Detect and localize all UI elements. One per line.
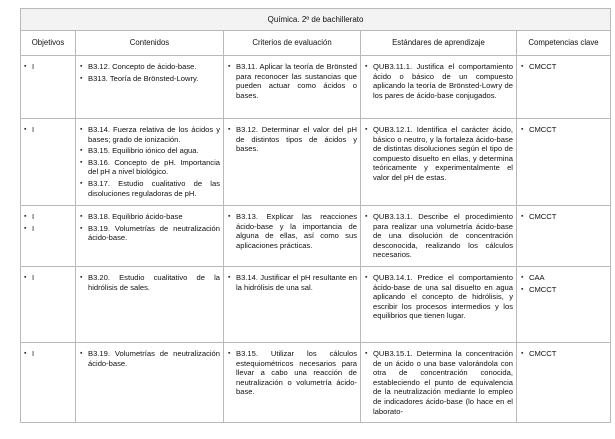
- item-text: B3.19. Volumetrías de neutralización ácido-base.: [88, 223, 220, 243]
- bullet-icon: ▪: [521, 349, 524, 357]
- item-text: B3.17. Estudio cualitativo de las disoluciones reguladoras de pH.: [88, 178, 220, 198]
- bullet-icon: ▪: [24, 224, 27, 232]
- list-item: [365, 125, 513, 183]
- list-item: [521, 212, 607, 222]
- list-item: [80, 146, 220, 156]
- table-row: [21, 342, 611, 422]
- item-text: CAA: [529, 272, 545, 282]
- bullet-icon: ▪: [80, 158, 83, 166]
- item-text: CMCCT: [529, 284, 557, 294]
- header-row: [21, 31, 611, 56]
- cell-contenidos: [76, 266, 224, 342]
- cell-competencias: [517, 342, 611, 422]
- item-text: B3.11. Aplicar la teoría de Brönsted para reconocer las sustancias que pueden actuar como ácidos o bases.: [236, 62, 357, 100]
- item-text: B3.18. Equilibrio ácido-base: [88, 212, 183, 221]
- bullet-icon: ▪: [521, 285, 524, 293]
- cell-contenidos: [76, 119, 224, 206]
- item-text: B3.13. Explicar las reacciones ácido-base y la importancia de alguna de ellas, así como sus aplicaciones prácticas.: [236, 212, 357, 250]
- bullet-icon: ▪: [228, 273, 231, 281]
- cell-estandares: [361, 119, 517, 206]
- cell-contenidos: [76, 342, 224, 422]
- list-item: [80, 349, 220, 368]
- bullet-icon: ▪: [80, 74, 83, 82]
- bullet-icon: ▪: [80, 213, 83, 220]
- list-item: [228, 62, 357, 100]
- bullet-icon: ▪: [365, 126, 368, 133]
- bullet-icon: ▪: [24, 273, 27, 281]
- header-estandares: Estándares de aprendizaje: [361, 31, 517, 56]
- header-objetivos: Objetivos: [21, 31, 76, 56]
- item-text: QUB3.14.1. Predice el comportamiento ácido-base de una sal disuelto en agua aplicando el concepto de hidrólisis, y escribir los procesos intermedios y los equilibrios que tienen lugar.: [373, 272, 513, 321]
- item-text: CMCCT: [529, 348, 557, 358]
- list-item: [24, 224, 72, 234]
- bullet-icon: ▪: [521, 213, 524, 220]
- cell-estandares: [361, 56, 517, 119]
- cell-objetivos: [21, 56, 76, 119]
- item-text: B313. Teoría de Brönsted-Lowry.: [88, 73, 199, 83]
- bullet-icon: ▪: [365, 273, 368, 281]
- item-text: I: [32, 62, 35, 71]
- cell-estandares: [361, 206, 517, 267]
- list-item: [228, 212, 357, 250]
- item-text: B3.19. Volumetrías de neutralización ácido-base.: [88, 348, 220, 368]
- cell-criterios: [224, 266, 361, 342]
- list-item: [365, 273, 513, 321]
- list-item: [365, 212, 513, 260]
- bullet-icon: ▪: [24, 349, 27, 357]
- header-criterios: Criterios de evaluación: [224, 31, 361, 56]
- item-text: B3.15. Utilizar los cálculos estequiométricos necesarios para llevar a cabo una reacción de neutralización o volumetría ácido-base.: [236, 348, 357, 397]
- list-item: [80, 224, 220, 243]
- bullet-icon: ▪: [521, 126, 524, 133]
- bullet-icon: ▪: [228, 63, 231, 70]
- cell-competencias: [517, 119, 611, 206]
- item-text: B3.16. Concepto de pH. Importancia del pH a nivel biológico.: [88, 157, 220, 177]
- list-item: [24, 62, 72, 72]
- bullet-icon: ▪: [228, 126, 231, 133]
- bullet-icon: ▪: [365, 213, 368, 220]
- curriculum-table: [20, 8, 611, 423]
- item-text: QUB3.13.1. Describe el procedimiento para realizar una volumetría ácido-base de una disolución de concentración desconocida, realizando los cálculos necesarios.: [373, 212, 513, 260]
- item-text: B3.12. Concepto de ácido-base.: [88, 62, 197, 71]
- bullet-icon: ▪: [80, 126, 83, 133]
- list-item: [365, 62, 513, 100]
- item-text: I: [32, 272, 35, 282]
- table-title: Química. 2º de bachillerato: [21, 9, 611, 31]
- title-row: [21, 9, 611, 31]
- table-row: [21, 266, 611, 342]
- bullet-icon: ▪: [228, 213, 231, 220]
- cell-contenidos: [76, 56, 224, 119]
- item-text: I: [32, 348, 35, 358]
- list-item: [80, 212, 220, 222]
- list-item: [521, 125, 607, 135]
- cell-estandares: [361, 266, 517, 342]
- cell-criterios: [224, 342, 361, 422]
- item-text: CMCCT: [529, 62, 557, 71]
- cell-competencias: [517, 266, 611, 342]
- item-text: B3.14. Fuerza relativa de los ácidos y bases; grado de ionización.: [88, 125, 220, 144]
- bullet-icon: ▪: [80, 179, 83, 187]
- bullet-icon: ▪: [24, 126, 27, 133]
- list-item: [24, 212, 72, 222]
- bullet-icon: ▪: [24, 213, 27, 220]
- cell-contenidos: [76, 206, 224, 267]
- table-row: [21, 206, 611, 267]
- item-text: I: [32, 223, 35, 233]
- item-text: CMCCT: [529, 125, 557, 134]
- list-item: [521, 349, 607, 359]
- table-body: [21, 56, 611, 423]
- list-item: [228, 273, 357, 292]
- cell-objetivos: [21, 342, 76, 422]
- cell-competencias: [517, 56, 611, 119]
- list-item: [80, 125, 220, 144]
- cell-competencias: [517, 206, 611, 267]
- item-text: CMCCT: [529, 212, 557, 221]
- table-row: [21, 56, 611, 119]
- item-text: B3.12. Determinar el valor del pH de distintos tipos de ácidos y bases.: [236, 125, 357, 154]
- header-contenidos: Contenidos: [76, 31, 224, 56]
- cell-criterios: [224, 56, 361, 119]
- cell-objetivos: [21, 119, 76, 206]
- list-item: [228, 349, 357, 397]
- bullet-icon: ▪: [24, 63, 27, 70]
- list-item: [80, 62, 220, 72]
- bullet-icon: ▪: [80, 224, 83, 232]
- list-item: [365, 349, 513, 416]
- bullet-icon: ▪: [80, 63, 83, 70]
- item-text: B3.14. Justificar el pH resultante en la hidrólisis de una sal.: [236, 272, 357, 292]
- list-item: [521, 273, 607, 283]
- item-text: B3.20. Estudio cualitativo de la hidrólisis de sales.: [88, 272, 220, 292]
- item-text: QUB3.11.1. Justifica el comportamiento ácido o básico de un compuesto aplicando la teoría de Brönsted-Lowry de los pares de ácido-base conjugados.: [373, 62, 513, 100]
- item-text: I: [32, 125, 35, 134]
- list-item: [80, 158, 220, 177]
- item-text: QUB3.15.1. Determina la concentración de un ácido o una base valorándola con otra de concentración conocida, estableciendo el punto de equivalencia de la neutralización mediante lo empleo de indicadores ácido-base (lo hace en el laborato-: [373, 348, 513, 416]
- list-item: [80, 74, 220, 84]
- cell-objetivos: [21, 206, 76, 267]
- list-item: [24, 273, 72, 283]
- cell-estandares: [361, 342, 517, 422]
- bullet-icon: ▪: [365, 349, 368, 357]
- list-item: [80, 273, 220, 292]
- bullet-icon: ▪: [80, 147, 83, 155]
- item-text: B3.15. Equilibrio iónico del agua.: [88, 146, 199, 156]
- header-competencias: Competencias clave: [517, 31, 611, 56]
- list-item: [24, 125, 72, 135]
- list-item: [24, 349, 72, 359]
- bullet-icon: ▪: [80, 349, 83, 357]
- table-row: [21, 119, 611, 206]
- list-item: [80, 179, 220, 198]
- bullet-icon: ▪: [80, 273, 83, 281]
- cell-criterios: [224, 206, 361, 267]
- item-text: I: [32, 212, 35, 221]
- cell-objetivos: [21, 266, 76, 342]
- list-item: [521, 62, 607, 72]
- item-text: QUB3.12.1. Identifica el carácter ácido, básico o neutro, y la fortaleza ácido-base de distintas disoluciones según el tipo de compuesto disuelto en ellas, y determina teóricamente y experimentalmente el valor del pH de estas.: [373, 125, 513, 182]
- bullet-icon: ▪: [228, 349, 231, 357]
- list-item: [228, 125, 357, 154]
- bullet-icon: ▪: [521, 63, 524, 70]
- bullet-icon: ▪: [521, 273, 524, 281]
- cell-criterios: [224, 119, 361, 206]
- bullet-icon: ▪: [365, 63, 368, 70]
- list-item: [521, 285, 607, 295]
